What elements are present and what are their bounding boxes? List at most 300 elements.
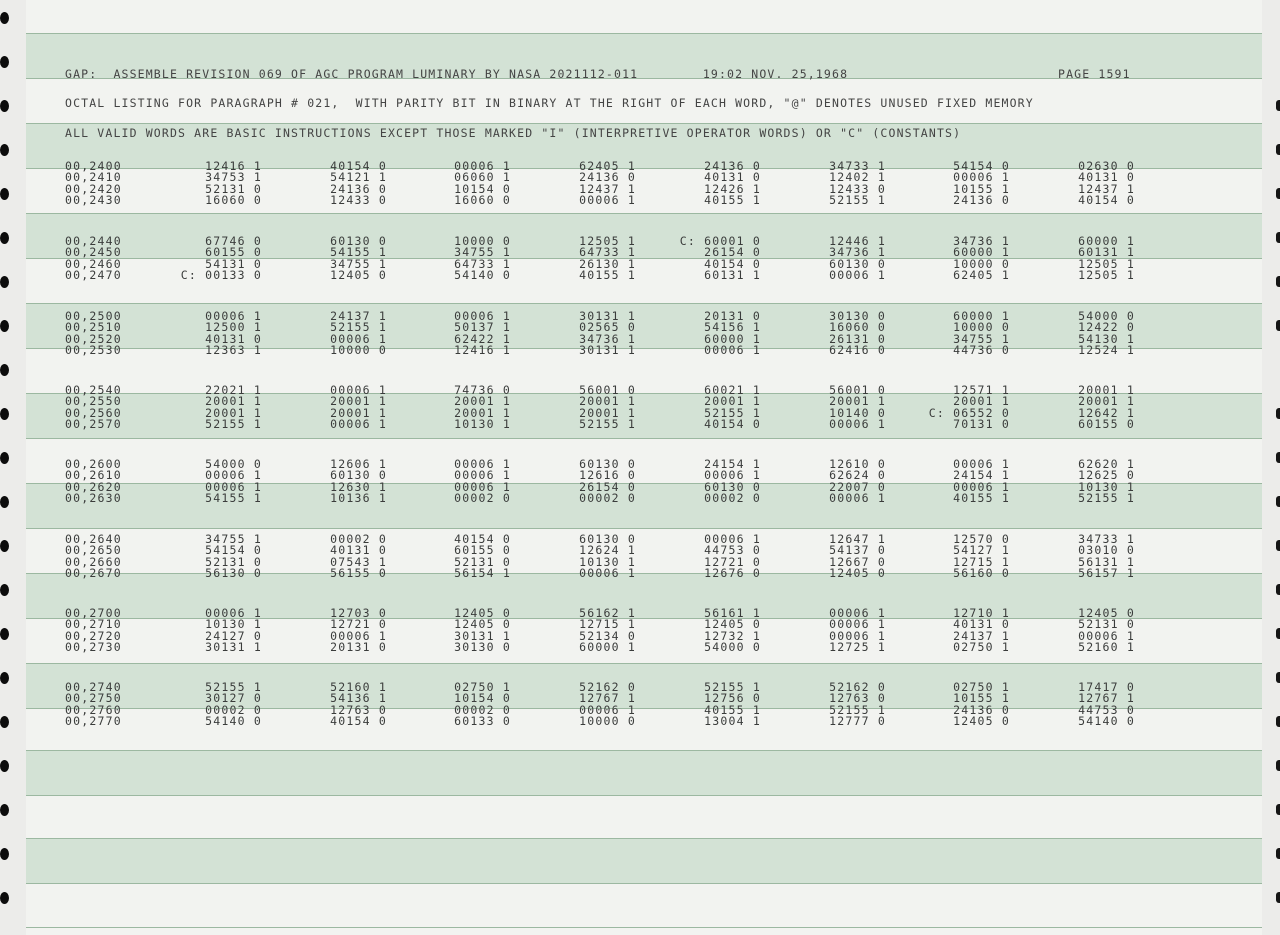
valid-words-note: ALL VALID WORDS ARE BASIC INSTRUCTIONS EXCEPT THOSE MARKED "I" (INTERPRETIVE OPERATOR WORDS) OR "C" (CONSTANTS) xyxy=(65,126,962,140)
word-cell: 60000 1 xyxy=(953,309,1010,323)
word-cell: 52155 1 xyxy=(205,680,262,694)
word-cell: 56001 0 xyxy=(579,383,636,397)
address-cell: 00,2570 xyxy=(65,417,122,432)
listing-row xyxy=(0,182,1280,194)
word-cell: 20001 1 xyxy=(1078,394,1135,409)
word-cell: 12721 0 xyxy=(330,617,387,632)
word-cell: 34736 1 xyxy=(829,245,886,260)
word-cell: 34733 1 xyxy=(829,159,886,173)
word-cell: 00006 1 xyxy=(704,468,761,483)
word-cell: 24154 1 xyxy=(704,457,761,471)
word-cell: 54140 0 xyxy=(205,714,262,729)
feed-hole xyxy=(0,584,9,596)
listing-row xyxy=(0,457,1280,469)
listing-row xyxy=(0,703,1280,715)
word-cell: 20001 1 xyxy=(1078,383,1135,397)
band-rule xyxy=(26,838,1262,839)
word-cell: 40155 1 xyxy=(579,268,636,283)
word-cell: 16060 0 xyxy=(829,320,886,335)
word-cell: 10154 0 xyxy=(454,691,511,706)
band-rule xyxy=(26,33,1262,34)
listing-row xyxy=(0,555,1280,567)
word-cell: 40155 1 xyxy=(704,702,761,717)
word-cell: 03010 0 xyxy=(1078,543,1135,558)
green-band xyxy=(26,838,1262,883)
word-cell: 10000 0 xyxy=(579,714,636,729)
word-cell: 00002 0 xyxy=(454,702,511,717)
listing-row xyxy=(0,332,1280,344)
word-cell: 56162 1 xyxy=(579,606,636,620)
address-cell: 00,2550 xyxy=(65,394,122,409)
word-cell: 62422 1 xyxy=(454,331,511,346)
word-cell: 64733 1 xyxy=(454,256,511,271)
word-cell: 10155 1 xyxy=(953,181,1010,196)
word-cell: 54127 1 xyxy=(953,543,1010,558)
word-cell: 52131 0 xyxy=(454,554,511,569)
word-cell: 10136 1 xyxy=(330,491,387,506)
word-cell: 40131 0 xyxy=(953,617,1010,632)
word-cell: 40131 0 xyxy=(330,543,387,558)
feed-hole xyxy=(1276,584,1280,595)
address-cell: 00,2640 xyxy=(65,532,122,546)
word-cell: 00006 1 xyxy=(829,268,886,283)
word-cell: 12405 0 xyxy=(953,714,1010,729)
word-cell: 00006 1 xyxy=(205,468,262,483)
word-cell: 52155 1 xyxy=(829,702,886,717)
word-cell: 40154 0 xyxy=(1078,193,1135,208)
page-number: PAGE 1591 xyxy=(1058,67,1131,81)
word-cell: 12433 0 xyxy=(829,181,886,196)
feed-hole xyxy=(0,100,9,112)
word-cell: 62620 1 xyxy=(1078,457,1135,471)
word-cell: 00006 1 xyxy=(454,479,511,494)
word-cell: 12402 1 xyxy=(829,170,886,185)
word-cell: 26154 0 xyxy=(579,479,636,494)
word-cell: 12405 0 xyxy=(454,606,511,620)
word-cell: 00006 1 xyxy=(454,159,511,173)
listing-description: OCTAL LISTING FOR PARAGRAPH # 021, WITH PARITY BIT IN BINARY AT THE RIGHT OF EACH WORD, "@" DENOTES UNUSED FIXED MEMORY xyxy=(65,96,1034,110)
word-cell: 34736 1 xyxy=(579,331,636,346)
word-cell: 70131 0 xyxy=(953,417,1010,432)
word-cell: 40154 0 xyxy=(704,256,761,271)
word-cell: 12725 1 xyxy=(829,640,886,655)
word-cell: 54156 1 xyxy=(704,320,761,335)
word-cell: 52131 0 xyxy=(1078,617,1135,632)
word-cell: 00006 1 xyxy=(953,170,1010,185)
word-cell: 52155 1 xyxy=(579,417,636,432)
word-cell: 12416 1 xyxy=(205,159,262,173)
word-cell: 10140 0 xyxy=(829,405,886,420)
word-cell: 10000 0 xyxy=(330,343,387,358)
word-cell: 10130 1 xyxy=(579,554,636,569)
word-cell: 30131 1 xyxy=(579,343,636,358)
listing-row xyxy=(0,491,1280,506)
word-cell: 12763 0 xyxy=(330,702,387,717)
address-cell: 00,2440 xyxy=(65,234,122,248)
address-cell: 00,2410 xyxy=(65,170,122,185)
listing-row xyxy=(0,566,1280,581)
word-cell: 60130 0 xyxy=(330,468,387,483)
feed-hole xyxy=(0,144,9,156)
address-cell: 00,2670 xyxy=(65,566,122,581)
word-cell: 00006 1 xyxy=(1078,628,1135,643)
feed-hole xyxy=(1276,144,1280,155)
word-cell: 54130 1 xyxy=(1078,331,1135,346)
word-cell: 20001 1 xyxy=(454,405,511,420)
feed-hole xyxy=(0,56,9,68)
word-cell: 52155 1 xyxy=(330,320,387,335)
word-cell: 12437 1 xyxy=(579,181,636,196)
word-cell: 60130 0 xyxy=(579,532,636,546)
word-cell: 30130 0 xyxy=(829,309,886,323)
address-cell: 00,2430 xyxy=(65,193,122,208)
word-cell: 40131 0 xyxy=(1078,170,1135,185)
word-cell: 12647 1 xyxy=(829,532,886,546)
listing-row xyxy=(0,617,1280,632)
band-rule xyxy=(26,663,1262,664)
address-cell: 00,2770 xyxy=(65,714,122,729)
word-cell: 54136 1 xyxy=(330,691,387,706)
listing-row xyxy=(0,170,1280,185)
word-cell: 52162 0 xyxy=(579,680,636,694)
word-cell: 60021 1 xyxy=(704,383,761,397)
listing-row xyxy=(0,268,1280,283)
word-cell: 20001 1 xyxy=(829,394,886,409)
word-cell: 10000 0 xyxy=(454,234,511,248)
word-cell: 54137 0 xyxy=(829,543,886,558)
word-cell: 30131 1 xyxy=(454,628,511,643)
feed-hole xyxy=(1276,760,1280,771)
word-cell: 24136 0 xyxy=(704,159,761,173)
word-cell: 44753 0 xyxy=(1078,702,1135,717)
word-cell: 34755 1 xyxy=(205,532,262,546)
word-cell: 56154 1 xyxy=(454,566,511,581)
word-cell: 52155 1 xyxy=(704,680,761,694)
word-cell: 54000 0 xyxy=(704,640,761,655)
word-cell: 54000 0 xyxy=(205,457,262,471)
listing-row xyxy=(0,343,1280,358)
word-cell: 07543 1 xyxy=(330,554,387,569)
listing-row xyxy=(0,691,1280,706)
word-cell: 12505 1 xyxy=(579,234,636,248)
word-cell: 40131 0 xyxy=(704,170,761,185)
word-cell: 34753 1 xyxy=(205,170,262,185)
word-cell: 12363 1 xyxy=(205,343,262,358)
word-cell: 12426 1 xyxy=(704,181,761,196)
word-cell: 40154 0 xyxy=(330,159,387,173)
listing-row xyxy=(0,383,1280,395)
word-cell: 52162 0 xyxy=(829,680,886,694)
address-cell: 00,2520 xyxy=(65,331,122,346)
word-cell: 17417 0 xyxy=(1078,680,1135,694)
word-cell: 60130 0 xyxy=(704,479,761,494)
word-cell: 30127 0 xyxy=(205,691,262,706)
listing-row xyxy=(0,606,1280,618)
word-cell: 40154 0 xyxy=(454,532,511,546)
word-cell: 54155 1 xyxy=(205,491,262,506)
listing-row xyxy=(0,543,1280,558)
word-cell: 12446 1 xyxy=(829,234,886,248)
word-cell: 16060 0 xyxy=(205,193,262,208)
listing-row xyxy=(0,680,1280,692)
listing-row xyxy=(0,320,1280,335)
band-rule xyxy=(26,795,1262,796)
word-cell: 12405 0 xyxy=(704,617,761,632)
word-cell: 52160 1 xyxy=(1078,640,1135,655)
word-cell: 24154 1 xyxy=(953,468,1010,483)
word-cell: 56157 1 xyxy=(1078,566,1135,581)
word-cell: 00006 1 xyxy=(454,309,511,323)
band-rule xyxy=(26,438,1262,439)
address-cell: 00,2510 xyxy=(65,320,122,335)
address-cell: 00,2400 xyxy=(65,159,122,173)
word-cell: 20001 1 xyxy=(579,405,636,420)
word-cell: 20001 1 xyxy=(205,394,262,409)
word-cell: 56155 0 xyxy=(330,566,387,581)
listing-row xyxy=(0,629,1280,641)
word-cell: 12756 0 xyxy=(704,691,761,706)
word-cell: 24136 0 xyxy=(330,181,387,196)
word-cell: 62624 0 xyxy=(829,468,886,483)
word-cell: 24136 0 xyxy=(953,702,1010,717)
address-cell: 00,2560 xyxy=(65,405,122,420)
word-cell: 54140 0 xyxy=(1078,714,1135,729)
listing-row xyxy=(0,159,1280,171)
word-cell: 10155 1 xyxy=(953,691,1010,706)
word-cell: 12642 1 xyxy=(1078,405,1135,420)
word-cell: 12405 0 xyxy=(330,268,387,283)
word-cell: 00006 1 xyxy=(330,331,387,346)
word-cell: 52155 1 xyxy=(829,193,886,208)
word-cell: 12405 0 xyxy=(829,566,886,581)
listing-row xyxy=(0,640,1280,655)
word-cell: 44736 0 xyxy=(953,343,1010,358)
word-cell: 12767 1 xyxy=(579,691,636,706)
address-cell: 00,2610 xyxy=(65,468,122,483)
word-cell: 12767 1 xyxy=(1078,691,1135,706)
word-cell: 34755 1 xyxy=(454,245,511,260)
word-cell: 12721 0 xyxy=(704,554,761,569)
word-cell: 02750 1 xyxy=(953,640,1010,655)
word-cell: 00006 1 xyxy=(330,628,387,643)
feed-hole xyxy=(1276,804,1280,815)
word-cell: 10000 0 xyxy=(953,320,1010,335)
word-cell: 20001 1 xyxy=(953,394,1010,409)
word-cell: 40131 0 xyxy=(205,331,262,346)
band-rule xyxy=(26,123,1262,124)
word-cell: 06060 1 xyxy=(454,170,511,185)
listing-row xyxy=(0,480,1280,492)
word-cell: 24136 0 xyxy=(953,193,1010,208)
word-cell: 02630 0 xyxy=(1078,159,1135,173)
address-cell: 00,2700 xyxy=(65,606,122,620)
listing-row xyxy=(0,406,1280,418)
band-rule xyxy=(26,750,1262,751)
word-cell: 12777 0 xyxy=(829,714,886,729)
word-cell: 56161 1 xyxy=(704,606,761,620)
word-cell: 50137 1 xyxy=(454,320,511,335)
word-cell: 20131 0 xyxy=(330,640,387,655)
feed-hole xyxy=(0,12,9,24)
address-cell: 00,2650 xyxy=(65,543,122,558)
band-rule xyxy=(26,883,1262,884)
word-cell: 60130 0 xyxy=(829,256,886,271)
word-cell: 12422 0 xyxy=(1078,320,1135,335)
listing-row xyxy=(0,245,1280,260)
word-cell: 40155 1 xyxy=(953,491,1010,506)
word-cell: 44753 0 xyxy=(704,543,761,558)
address-cell: 00,2710 xyxy=(65,617,122,632)
word-cell: 56160 0 xyxy=(953,566,1010,581)
word-cell: 10130 1 xyxy=(454,417,511,432)
word-cell: 12437 1 xyxy=(1078,181,1135,196)
feed-hole xyxy=(0,364,9,376)
word-cell: C: 60001 0 xyxy=(679,234,761,248)
word-cell: 24127 0 xyxy=(205,628,262,643)
address-cell: 00,2730 xyxy=(65,640,122,655)
listing-row xyxy=(0,468,1280,483)
word-cell: 62416 0 xyxy=(829,343,886,358)
word-cell: 20001 1 xyxy=(704,394,761,409)
feed-hole xyxy=(0,760,9,772)
word-cell: 60133 0 xyxy=(454,714,511,729)
word-cell: 22007 0 xyxy=(829,479,886,494)
word-cell: 00006 1 xyxy=(579,193,636,208)
word-cell: 62405 1 xyxy=(579,159,636,173)
word-cell: 12624 1 xyxy=(579,543,636,558)
word-cell: 00006 1 xyxy=(205,309,262,323)
word-cell: 00002 0 xyxy=(704,491,761,506)
address-cell: 00,2630 xyxy=(65,491,122,506)
address-cell: 00,2750 xyxy=(65,691,122,706)
address-cell: 00,2600 xyxy=(65,457,122,471)
word-cell: 00006 1 xyxy=(829,628,886,643)
address-cell: 00,2460 xyxy=(65,256,122,271)
word-cell: 56131 1 xyxy=(1078,554,1135,569)
word-cell: 52160 1 xyxy=(330,680,387,694)
word-cell: 12763 0 xyxy=(829,691,886,706)
address-cell: 00,2760 xyxy=(65,702,122,717)
word-cell: 52134 0 xyxy=(579,628,636,643)
word-cell: 00006 1 xyxy=(330,417,387,432)
word-cell: 22021 1 xyxy=(205,383,262,397)
word-cell: 20001 1 xyxy=(454,394,511,409)
address-cell: 00,2540 xyxy=(65,383,122,397)
word-cell: 56001 0 xyxy=(829,383,886,397)
word-cell: 12630 1 xyxy=(330,479,387,494)
word-cell: 00002 0 xyxy=(330,532,387,546)
word-cell: 40155 1 xyxy=(704,193,761,208)
word-cell: 34755 1 xyxy=(953,331,1010,346)
feed-hole xyxy=(0,804,9,816)
feed-hole xyxy=(1276,100,1280,111)
address-cell: 00,2740 xyxy=(65,680,122,694)
word-cell: 20001 1 xyxy=(330,405,387,420)
word-cell: 52131 0 xyxy=(205,181,262,196)
word-cell: 12433 0 xyxy=(330,193,387,208)
word-cell: 54155 1 xyxy=(330,245,387,260)
band-rule xyxy=(26,303,1262,304)
word-cell: 10130 1 xyxy=(205,617,262,632)
word-cell: 54131 0 xyxy=(205,256,262,271)
word-cell: 12524 1 xyxy=(1078,343,1135,358)
word-cell: 00002 0 xyxy=(205,702,262,717)
word-cell: 00006 1 xyxy=(704,343,761,358)
word-cell: 00006 1 xyxy=(579,702,636,717)
word-cell: 12715 1 xyxy=(953,554,1010,569)
word-cell: 12405 0 xyxy=(454,617,511,632)
word-cell: 52155 1 xyxy=(205,417,262,432)
word-cell: 40154 0 xyxy=(704,417,761,432)
word-cell: 60000 1 xyxy=(953,245,1010,260)
word-cell: 54154 0 xyxy=(953,159,1010,173)
address-cell: 00,2470 xyxy=(65,268,122,283)
word-cell: 60000 1 xyxy=(1078,234,1135,248)
word-cell: 52155 1 xyxy=(1078,491,1135,506)
word-cell: 20131 0 xyxy=(704,309,761,323)
address-cell: 00,2720 xyxy=(65,628,122,643)
word-cell: 13004 1 xyxy=(704,714,761,729)
word-cell: 54121 1 xyxy=(330,170,387,185)
listing-row xyxy=(0,394,1280,409)
word-cell: 60130 0 xyxy=(579,457,636,471)
word-cell: 00006 1 xyxy=(454,457,511,471)
word-cell: 60155 0 xyxy=(1078,417,1135,432)
word-cell: 12571 1 xyxy=(953,383,1010,397)
green-band xyxy=(26,750,1262,795)
word-cell: 00006 1 xyxy=(829,617,886,632)
band-rule xyxy=(26,213,1262,214)
feed-hole xyxy=(0,848,9,860)
assembly-header: GAP: ASSEMBLE REVISION 069 OF AGC PROGRAM LUMINARY BY NASA 2021112-011 19:02 NOV. 25,1968 xyxy=(65,67,849,81)
word-cell: 20001 1 xyxy=(205,405,262,420)
word-cell: 30131 1 xyxy=(205,640,262,655)
word-cell: 24136 0 xyxy=(579,170,636,185)
word-cell: 34755 1 xyxy=(330,256,387,271)
address-cell: 00,2620 xyxy=(65,479,122,494)
word-cell: 52131 0 xyxy=(205,554,262,569)
word-cell: 26154 0 xyxy=(704,245,761,260)
word-cell: 00006 1 xyxy=(454,468,511,483)
word-cell: 12625 0 xyxy=(1078,468,1135,483)
feed-hole xyxy=(0,892,9,904)
word-cell: 00006 1 xyxy=(330,383,387,397)
word-cell: 00006 1 xyxy=(829,417,886,432)
word-cell: 10000 0 xyxy=(953,256,1010,271)
word-cell: 24137 1 xyxy=(330,309,387,323)
word-cell: 40154 0 xyxy=(330,714,387,729)
word-cell: 26130 1 xyxy=(579,256,636,271)
word-cell: 00006 1 xyxy=(579,566,636,581)
listing-row xyxy=(0,532,1280,544)
feed-hole xyxy=(1276,892,1280,903)
word-cell: 30131 1 xyxy=(579,309,636,323)
word-cell: 30130 0 xyxy=(454,640,511,655)
address-cell: 00,2500 xyxy=(65,309,122,323)
word-cell: 10130 1 xyxy=(1078,479,1135,494)
word-cell: 12606 1 xyxy=(330,457,387,471)
word-cell: 54154 0 xyxy=(205,543,262,558)
word-cell: 60000 1 xyxy=(704,331,761,346)
word-cell: 12667 0 xyxy=(829,554,886,569)
word-cell: 62405 1 xyxy=(953,268,1010,283)
word-cell: 00006 1 xyxy=(953,479,1010,494)
word-cell: 12610 0 xyxy=(829,457,886,471)
address-cell: 00,2420 xyxy=(65,181,122,196)
listing-row xyxy=(0,257,1280,269)
word-cell: C: 00133 0 xyxy=(180,268,262,283)
word-cell: 26131 0 xyxy=(829,331,886,346)
